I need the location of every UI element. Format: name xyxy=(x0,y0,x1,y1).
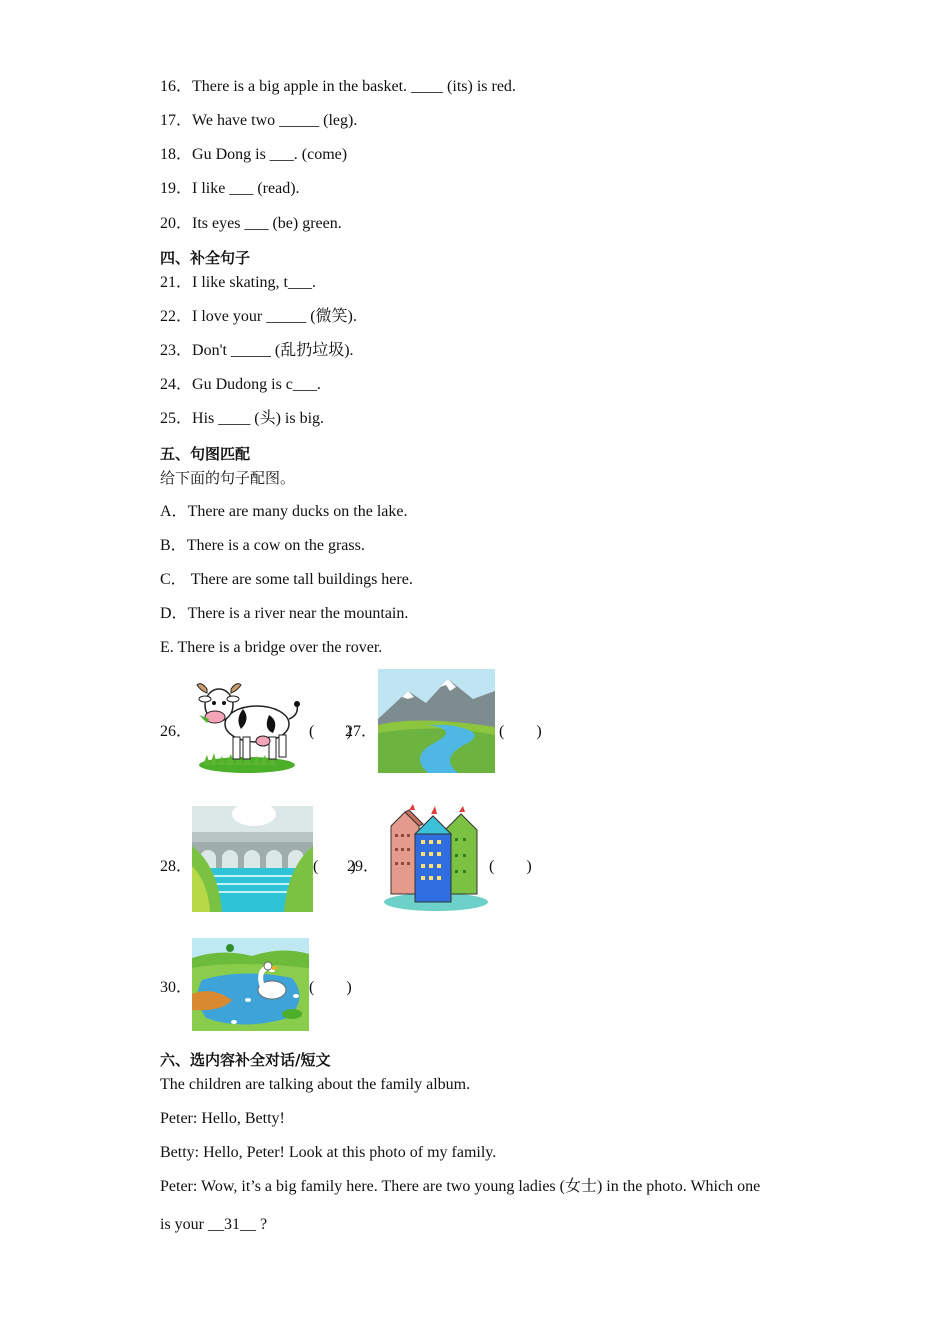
option-text: There is a cow on the grass. xyxy=(186,537,365,554)
question-text: His ____ (头) is big. xyxy=(192,410,325,427)
option-text: There are many ducks on the lake. xyxy=(187,503,408,520)
section-5-instruction: 给下面的句子配图。 xyxy=(160,469,296,487)
option-letter: C． xyxy=(160,571,187,588)
question-text: I like ___ (read). xyxy=(192,180,300,197)
question-number: 23． xyxy=(160,342,193,359)
mountain-river-picture xyxy=(378,669,495,773)
question-27-number: 27． xyxy=(345,723,378,740)
question-number: 25． xyxy=(160,410,193,427)
question-24 xyxy=(160,375,321,395)
option-b xyxy=(160,536,365,556)
passage-line-5 xyxy=(160,1215,267,1235)
option-e xyxy=(160,638,382,658)
option-text: There is a bridge over the rover. xyxy=(177,639,383,656)
option-text: There are some tall buildings here. xyxy=(190,571,413,588)
bridge-picture xyxy=(192,806,313,912)
option-letter: B． xyxy=(160,537,187,554)
question-26-number: 26． xyxy=(160,723,193,740)
question-27-answer-box[interactable]: ( ) xyxy=(499,723,542,740)
question-text: Gu Dudong is c___. xyxy=(192,376,321,393)
question-number: 18． xyxy=(160,146,193,163)
question-20 xyxy=(160,214,342,234)
passage-line-1: The children are talking about the family album. xyxy=(160,1076,471,1093)
question-19 xyxy=(160,179,300,199)
section-5-title: 五、句图匹配 xyxy=(160,445,251,463)
passage-line-4: Peter: Wow, it’s a big family here. There are two young ladies (女士) in the photo. Which one xyxy=(160,1178,761,1195)
passage-text: ? xyxy=(256,1216,268,1233)
option-c xyxy=(160,570,413,590)
question-text: Gu Dong is ___. (come) xyxy=(192,146,348,163)
section-6-title: 六、选内容补全对话/短文 xyxy=(160,1051,331,1069)
question-26-answer-box[interactable]: ( ) xyxy=(309,723,352,740)
answer-blank-31[interactable]: __31__ xyxy=(208,1216,256,1233)
question-number: 17． xyxy=(160,112,193,129)
cow-picture xyxy=(191,679,303,775)
question-21 xyxy=(160,273,316,293)
question-28-answer-box[interactable]: ( ) xyxy=(313,858,356,875)
question-number: 22． xyxy=(160,308,193,325)
question-text: We have two _____ (leg). xyxy=(192,112,358,129)
question-number: 19． xyxy=(160,180,193,197)
question-16 xyxy=(160,77,516,97)
question-number: 20． xyxy=(160,215,193,232)
question-30-number: 30． xyxy=(160,979,193,996)
option-d xyxy=(160,604,408,624)
question-text: I like skating, t___. xyxy=(192,274,316,291)
question-29-answer-box[interactable]: ( ) xyxy=(489,858,532,875)
question-text: There is a big apple in the basket. ____ (its) is red. xyxy=(192,78,516,95)
option-a xyxy=(160,502,407,522)
tall-buildings-picture xyxy=(381,804,491,912)
option-text: There is a river near the mountain. xyxy=(187,605,409,622)
question-number: 21． xyxy=(160,274,193,291)
question-text: Don't _____ (乱扔垃圾). xyxy=(192,342,354,359)
question-number: 16． xyxy=(160,78,193,95)
question-22 xyxy=(160,307,357,327)
passage-line-3: Betty: Hello, Peter! Look at this photo of my family. xyxy=(160,1144,497,1161)
question-number: 24． xyxy=(160,376,193,393)
option-letter: D． xyxy=(160,605,188,622)
question-30-answer-box[interactable]: ( ) xyxy=(309,979,352,996)
passage-text: is your xyxy=(160,1216,208,1233)
question-18 xyxy=(160,145,347,165)
question-text: I love your _____ (微笑). xyxy=(192,308,357,325)
ducks-lake-picture xyxy=(192,938,309,1031)
question-17 xyxy=(160,111,357,131)
question-28-number: 28． xyxy=(160,858,193,875)
option-letter: E. xyxy=(160,639,174,656)
passage-line-2: Peter: Hello, Betty! xyxy=(160,1110,285,1127)
question-23 xyxy=(160,341,354,361)
section-4-title: 四、补全句子 xyxy=(160,249,251,267)
question-25 xyxy=(160,409,324,429)
question-text: Its eyes ___ (be) green. xyxy=(192,215,342,232)
option-letter: A． xyxy=(160,503,188,520)
question-29-number: 29． xyxy=(347,858,380,875)
